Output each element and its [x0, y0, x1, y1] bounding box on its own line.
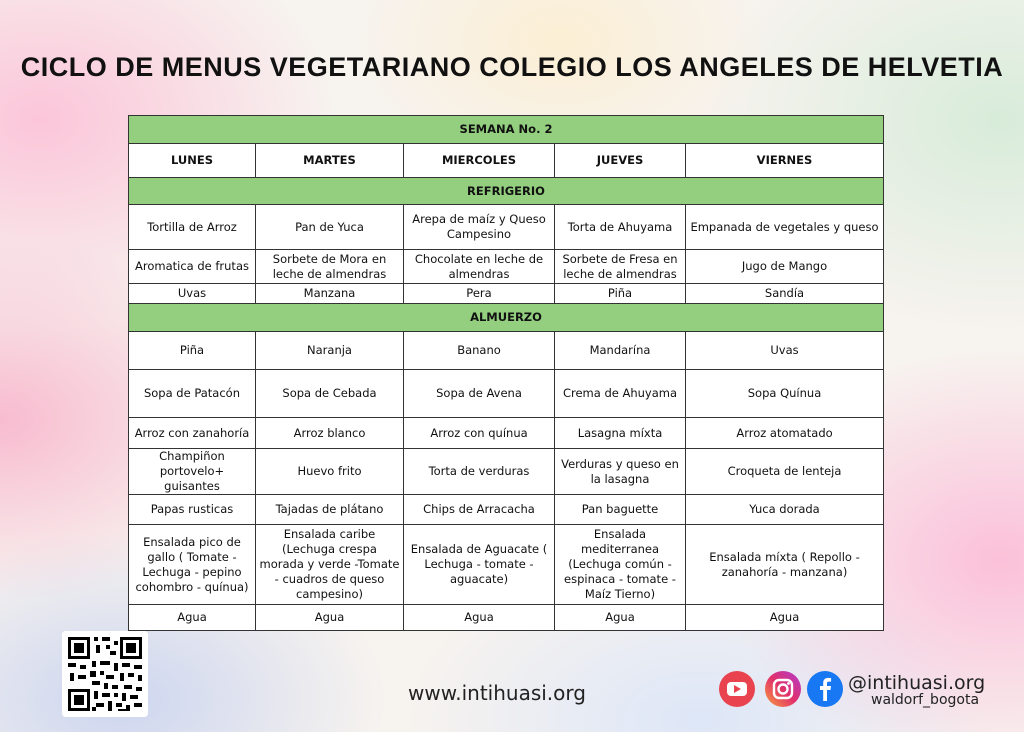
menu-cell: Arroz con zanahoría [129, 418, 256, 449]
menu-cell: Uvas [129, 284, 256, 304]
table-row [129, 250, 884, 284]
menu-cell: Pan de Yuca [256, 205, 404, 250]
menu-cell: Uvas [686, 332, 884, 370]
table-row [129, 495, 884, 525]
section-header-refrigerio: REFRIGERIO [129, 178, 884, 205]
menu-cell: Agua [555, 605, 686, 631]
menu-cell: Agua [256, 605, 404, 631]
menu-cell: Piña [555, 284, 686, 304]
menu-cell: Crema de Ahuyama [555, 370, 686, 418]
menu-cell: Pera [404, 284, 555, 304]
menu-cell: Ensalada míxta ( Repollo - zanahoría - manzana) [686, 525, 884, 605]
menu-cell: Chips de Arracacha [404, 495, 555, 525]
day-header: MIERCOLES [404, 144, 555, 178]
menu-cell: Jugo de Mango [686, 250, 884, 284]
days-row [129, 144, 884, 178]
menu-cell: Pan baguette [555, 495, 686, 525]
menu-cell: Ensalada mediterranea (Lechuga común - espinaca - tomate - Maíz Tierno) [555, 525, 686, 605]
menu-cell: Agua [129, 605, 256, 631]
table-row [129, 449, 884, 495]
menu-cell: Champiñon portovelo+ guisantes [129, 449, 256, 495]
table-row [129, 525, 884, 605]
menu-cell: Piña [129, 332, 256, 370]
menu-cell: Tortilla de Arroz [129, 205, 256, 250]
almuerzo-header-row [129, 304, 884, 332]
menu-cell: Huevo frito [256, 449, 404, 495]
menu-cell: Arepa de maíz y Queso Campesino [404, 205, 555, 250]
week-header: SEMANA No. 2 [129, 116, 884, 144]
menu-cell: Verduras y queso en la lasagna [555, 449, 686, 495]
section-header-almuerzo: ALMUERZO [129, 304, 884, 332]
menu-cell: Torta de verduras [404, 449, 555, 495]
menu-cell: Arroz con quínua [404, 418, 555, 449]
menu-cell: Sorbete de Mora en leche de almendras [256, 250, 404, 284]
menu-cell: Ensalada caribe (Lechuga crespa morada y verde -Tomate - cuadros de queso campesino) [256, 525, 404, 605]
menu-cell: Papas rusticas [129, 495, 256, 525]
table-row [129, 332, 884, 370]
menu-cell: Sopa de Patacón [129, 370, 256, 418]
menu-cell: Arroz blanco [256, 418, 404, 449]
instagram-icon[interactable] [764, 670, 802, 708]
qr-code-icon [62, 631, 148, 717]
menu-cell: Sandía [686, 284, 884, 304]
day-header: JUEVES [555, 144, 686, 178]
youtube-icon[interactable] [718, 670, 756, 708]
menu-cell: Ensalada pico de gallo ( Tomate - Lechuga - pepino cohombro - quínua) [129, 525, 256, 605]
menu-cell: Empanada de vegetales y queso [686, 205, 884, 250]
table-row [129, 205, 884, 250]
menu-cell: Banano [404, 332, 555, 370]
facebook-icon[interactable] [806, 670, 844, 708]
menu-cell: Sopa de Avena [404, 370, 555, 418]
menu-cell: Sorbete de Fresa en leche de almendras [555, 250, 686, 284]
menu-cell: Naranja [256, 332, 404, 370]
menu-cell: Ensalada de Aguacate ( Lechuga - tomate - aguacate) [404, 525, 555, 605]
menu-cell: Arroz atomatado [686, 418, 884, 449]
menu-cell: Mandarína [555, 332, 686, 370]
menu-cell: Agua [686, 605, 884, 631]
refrigerio-header-row [129, 178, 884, 205]
day-header: MARTES [256, 144, 404, 178]
menu-cell: Sopa de Cebada [256, 370, 404, 418]
day-header: VIERNES [686, 144, 884, 178]
week-header-row [129, 116, 884, 144]
menu-cell: Manzana [256, 284, 404, 304]
table-row [129, 370, 884, 418]
menu-cell: Yuca dorada [686, 495, 884, 525]
menu-cell: Torta de Ahuyama [555, 205, 686, 250]
page-title: CICLO DE MENUS VEGETARIANO COLEGIO LOS ANGELES DE HELVETIA [20, 52, 1004, 82]
social-handle-secondary[interactable]: waldorf_bogota [871, 692, 980, 708]
menu-cell: Sopa Quínua [686, 370, 884, 418]
social-handle[interactable]: @intihuasi.org [848, 672, 986, 694]
menu-cell: Croqueta de lenteja [686, 449, 884, 495]
table-row [129, 418, 884, 449]
menu-cell: Tajadas de plátano [256, 495, 404, 525]
day-header: LUNES [129, 144, 256, 178]
website-link[interactable]: www.intihuasi.org [408, 681, 586, 705]
table-row [129, 605, 884, 631]
menu-cell: Aromatica de frutas [129, 250, 256, 284]
menu-cell: Agua [404, 605, 555, 631]
table-row [129, 284, 884, 304]
menu-cell: Lasagna míxta [555, 418, 686, 449]
menu-table [128, 115, 884, 631]
menu-cell: Chocolate en leche de almendras [404, 250, 555, 284]
